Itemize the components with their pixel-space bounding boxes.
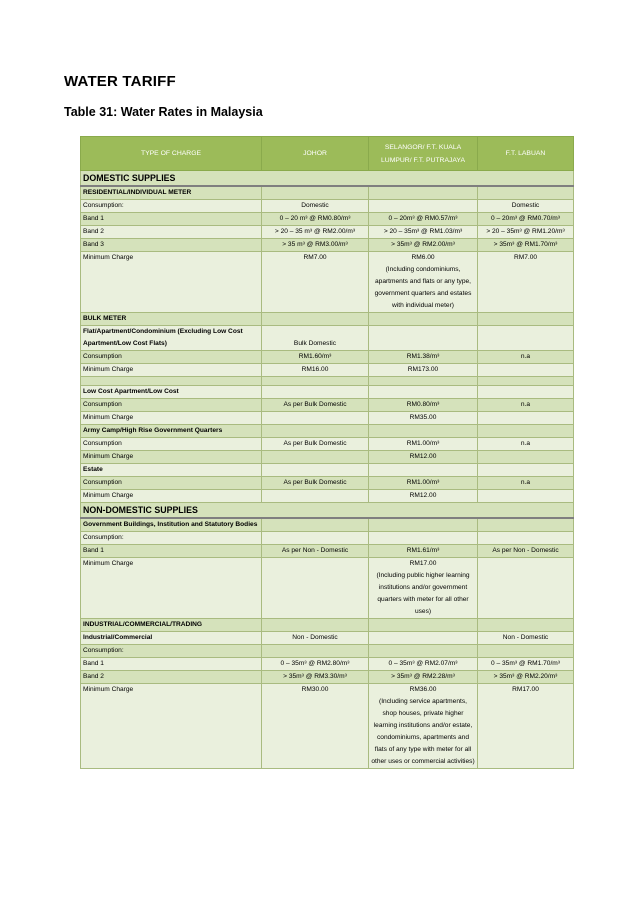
cell-labuan: > 35m³ @ RM2.20/m³ [478, 671, 574, 684]
cell-labuan: n.a [478, 477, 574, 490]
table-row [81, 326, 574, 351]
row-label: Consumption: [81, 645, 262, 658]
table-row [81, 518, 574, 532]
table-row [81, 684, 574, 769]
cell-selangor: 0 – 20m³ @ RM0.57/m³ [369, 213, 478, 226]
table-row [81, 558, 574, 619]
cell-johor: As per Bulk Domestic [262, 399, 369, 412]
cell-labuan: n.a [478, 399, 574, 412]
footnote: (Including condominiums, apartments and flats or any type, government quarters and estates with individual meter) [374, 266, 472, 309]
cell-labuan: n.a [478, 438, 574, 451]
table-row [81, 545, 574, 558]
cell-labuan: As per Non - Domestic [478, 545, 574, 558]
cell-labuan: 0 – 20m³ @ RM0.70/m³ [478, 213, 574, 226]
row-label: Band 2 [81, 671, 262, 684]
document-title: WATER TARIFF [64, 73, 176, 90]
table-row [81, 412, 574, 425]
table-row [81, 425, 574, 438]
cell-labuan: Domestic [478, 200, 574, 213]
cell-selangor: > 20 – 35m³ @ RM1.03/m³ [369, 226, 478, 239]
cell-johor: > 35 m³ @ RM3.00/m³ [262, 239, 369, 252]
table-row [81, 226, 574, 239]
cell-labuan [478, 490, 574, 503]
subheading-industrial: INDUSTRIAL/COMMERCIAL/TRADING [81, 619, 262, 632]
table-row [81, 619, 574, 632]
cell-selangor [369, 684, 478, 769]
table-row [81, 464, 574, 477]
cell-selangor: RM1.61/m³ [369, 545, 478, 558]
cell-selangor: > 35m³ @ RM2.28/m³ [369, 671, 478, 684]
table-row [81, 671, 574, 684]
cell-johor: Non - Domestic [262, 632, 369, 645]
cell-johor: RM7.00 [262, 252, 369, 313]
row-label: Band 3 [81, 239, 262, 252]
row-label: Minimum Charge [81, 490, 262, 503]
subheading-industrial-commercial: Industrial/Commercial [81, 632, 262, 645]
header-row [81, 137, 574, 171]
table-row [81, 490, 574, 503]
row-label: Minimum Charge [81, 558, 262, 619]
cell-johor: RM16.00 [262, 364, 369, 377]
row-label: Consumption: [81, 532, 262, 545]
header-johor: JOHOR [262, 137, 369, 171]
cell-selangor: RM173.00 [369, 364, 478, 377]
row-label: Consumption [81, 351, 262, 364]
footnote: (Including public higher learning institutions and/or government quarters with meter for all other uses) [376, 572, 470, 615]
table-row [81, 239, 574, 252]
row-label: Band 1 [81, 213, 262, 226]
table-row [81, 364, 574, 377]
subheading-government: Government Buildings, Institution and Statutory Bodies [81, 518, 262, 532]
cell-johor [262, 412, 369, 425]
cell-selangor: > 35m³ @ RM2.00/m³ [369, 239, 478, 252]
cell-selangor: 0 – 35m³ @ RM2.07/m³ [369, 658, 478, 671]
table-row [81, 532, 574, 545]
cell-labuan: n.a [478, 351, 574, 364]
cell-johor: Bulk Domestic [262, 326, 369, 351]
row-label: Band 1 [81, 545, 262, 558]
cell-labuan [478, 412, 574, 425]
cell-johor: RM1.60/m³ [262, 351, 369, 364]
min-charge-value: RM6.00 [411, 254, 435, 261]
row-label: Consumption [81, 438, 262, 451]
table-row [81, 377, 574, 386]
table-row [81, 632, 574, 645]
subheading-flat: Flat/Apartment/Condominium (Excluding Low Cost Apartment/Low Cost Flats) [81, 326, 262, 351]
subheading-low-cost: Low Cost Apartment/Low Cost [81, 386, 262, 399]
table-row [81, 438, 574, 451]
cell-selangor: RM35.00 [369, 412, 478, 425]
row-label: Minimum Charge [81, 364, 262, 377]
header-type-of-charge: TYPE OF CHARGE [81, 137, 262, 171]
cell-labuan: 0 – 35m³ @ RM1.70/m³ [478, 658, 574, 671]
cell-johor: 0 – 20 m³ @ RM0.80/m³ [262, 213, 369, 226]
cell-labuan: RM7.00 [478, 252, 574, 313]
table-row [81, 399, 574, 412]
row-label: Consumption [81, 399, 262, 412]
table-row [81, 213, 574, 226]
cell-johor [262, 451, 369, 464]
row-label: Minimum Charge [81, 412, 262, 425]
cell-johor: RM30.00 [262, 684, 369, 769]
water-rates-table [80, 136, 574, 769]
table-row [81, 252, 574, 313]
cell-selangor: RM0.80/m³ [369, 399, 478, 412]
table-row [81, 451, 574, 464]
subheading-estate: Estate [81, 464, 262, 477]
cell-johor: > 20 – 35 m³ @ RM2.00/m³ [262, 226, 369, 239]
table-caption: Table 31: Water Rates in Malaysia [64, 105, 263, 119]
table-row [81, 313, 574, 326]
table-row [81, 386, 574, 399]
row-label: Minimum Charge [81, 252, 262, 313]
cell-labuan: RM17.00 [478, 684, 574, 769]
table-row [81, 645, 574, 658]
subheading-army-camp: Army Camp/High Rise Government Quarters [81, 425, 262, 438]
cell-johor: Domestic [262, 200, 369, 213]
table-row [81, 658, 574, 671]
cell-selangor: RM12.00 [369, 490, 478, 503]
section-row [81, 503, 574, 519]
row-label: Consumption [81, 477, 262, 490]
row-label: Consumption: [81, 200, 262, 213]
cell-johor: 0 – 35m³ @ RM2.80/m³ [262, 658, 369, 671]
cell-johor: As per Bulk Domestic [262, 477, 369, 490]
footnote: (Including service apartments, shop houses, private higher learning institutions and/or estate, condominiums, apartments and flats of any type with meter for all other uses or commercial activities) [371, 698, 475, 765]
row-label: Minimum Charge [81, 451, 262, 464]
table-row [81, 186, 574, 200]
cell-selangor [369, 252, 478, 313]
cell-johor: As per Bulk Domestic [262, 438, 369, 451]
cell-selangor [369, 558, 478, 619]
cell-johor: As per Non - Domestic [262, 545, 369, 558]
subheading-residential: RESIDENTIAL/INDIVIDUAL METER [81, 186, 262, 200]
section-domestic-title: DOMESTIC SUPPLIES [81, 171, 574, 187]
cell-labuan: > 35m³ @ RM1.70/m³ [478, 239, 574, 252]
subheading-bulk-meter: BULK METER [81, 313, 262, 326]
row-label: Band 1 [81, 658, 262, 671]
cell-labuan [478, 364, 574, 377]
cell-labuan: Non - Domestic [478, 632, 574, 645]
row-label: Band 2 [81, 226, 262, 239]
cell-johor: > 35m³ @ RM3.30/m³ [262, 671, 369, 684]
cell-selangor: RM1.00/m³ [369, 477, 478, 490]
section-nondomestic-title: NON-DOMESTIC SUPPLIES [81, 503, 574, 519]
table-row [81, 477, 574, 490]
header-selangor: SELANGOR/ F.T. KUALA LUMPUR/ F.T. PUTRAJAYA [369, 137, 478, 171]
min-charge-value: RM36.00 [409, 686, 437, 693]
cell-selangor: RM1.38/m³ [369, 351, 478, 364]
table-row [81, 200, 574, 213]
header-labuan: F.T. LABUAN [478, 137, 574, 171]
cell-johor [262, 490, 369, 503]
section-row [81, 171, 574, 187]
cell-selangor: RM12.00 [369, 451, 478, 464]
min-charge-value: RM17.00 [409, 560, 437, 567]
row-label: Minimum Charge [81, 684, 262, 769]
cell-labuan: > 20 – 35m³ @ RM1.20/m³ [478, 226, 574, 239]
table-row [81, 351, 574, 364]
cell-selangor: RM1.00/m³ [369, 438, 478, 451]
cell-labuan [478, 451, 574, 464]
